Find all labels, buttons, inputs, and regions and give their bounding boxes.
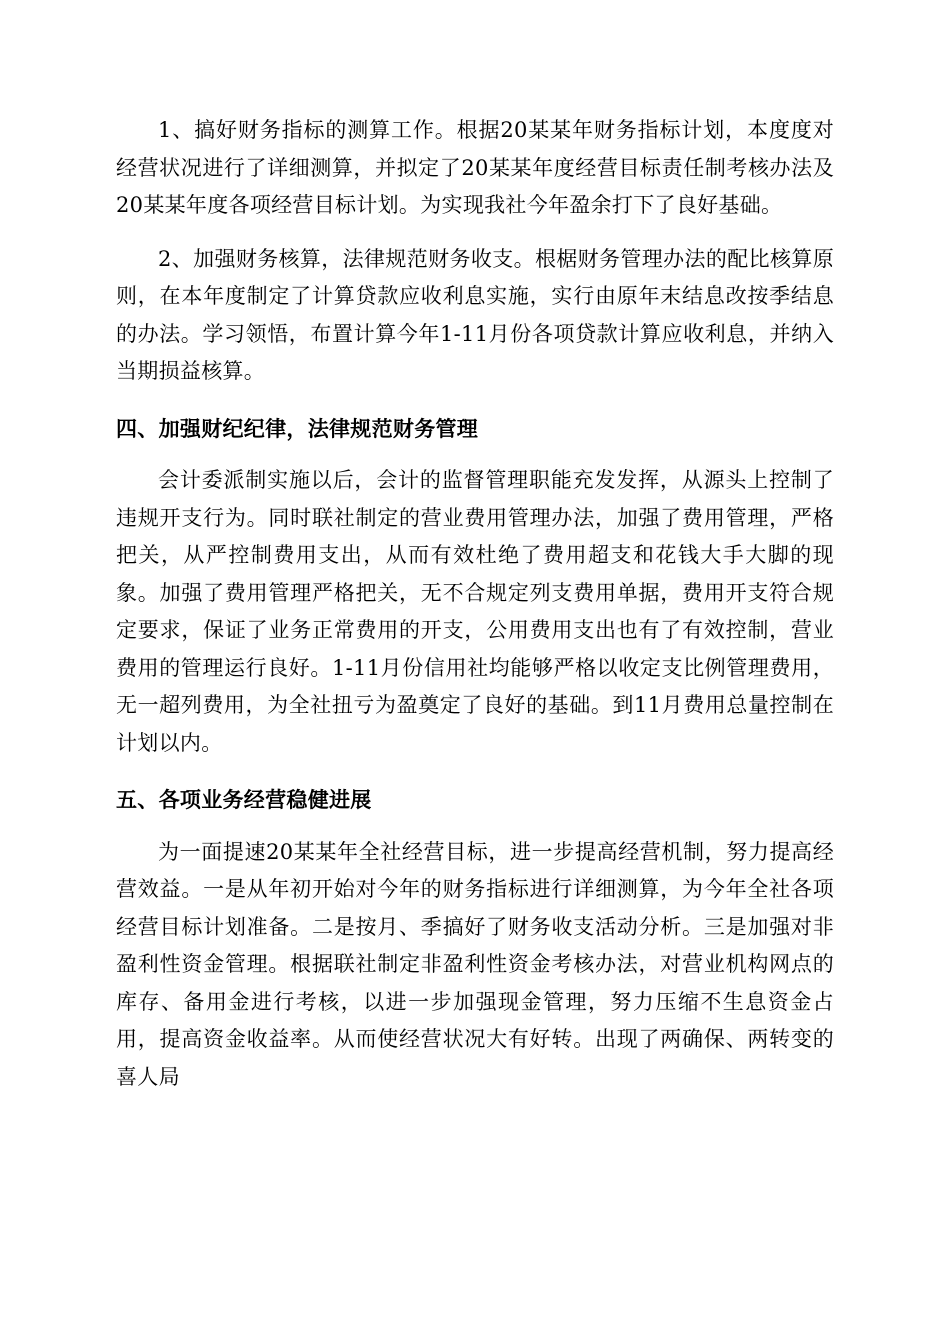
paragraph-business-operations: 为一面提速20某某年全社经营目标，进一步提高经营机制，努力提高经营效益。一是从年初开始对今年的财务指标进行详细测算，为今年全社各项经营目标计划准备。二是按月、季搞好了财务收支活动分析。三是加强对非盈利性资金管理。根据联社制定非盈利性资金考核办法，对营业机构网点的库存、备用金进行考核，以进一步加强现金管理，努力压缩不生息资金占用，提高资金收益率。从而使经营状况大有好转。出现了两确保、两转变的喜人局 xyxy=(116,839,834,1089)
paragraph-financial-indicators: 1、搞好财务指标的测算工作。根据20某某年财务指标计划，本度度对经营状况进行了详细测算，并拟定了20某某年度经营目标责任制考核办法及20某某年度各项经营目标计划。为实现我社今年盈余打下了良好基础。 xyxy=(116,118,834,217)
paragraph-financial-accounting: 2、加强财务核算，法律规范财务收支。根椐财务管理办法的配比核算原则，在本年度制定了计算贷款应收利息实施，实行由原年末结息改按季结息的办法。学习领悟，布置计算今年1-11月份各项贷款计算应收利息，并纳入当期损益核算。 xyxy=(116,246,834,383)
paragraph-expense-management: 会计委派制实施以后，会计的监督管理职能充发发挥，从源头上控制了违规开支行为。同时联社制定的营业费用管理办法，加强了费用管理，严格把关，从严控制费用支出，从而有效杜绝了费用超支和花钱大手大脚的现象。加强了费用管理严格把关，无不合规定列支费用单据，费用开支符合规定要求，保证了业务正常费用的开支，公用费用支出也有了有效控制，营业费用的管理运行良好。1-11月份信用社均能够严格以收定支比例管理费用，无一超列费用，为全社扭亏为盈奠定了良好的基础。到11月费用总量控制在计划以内。 xyxy=(116,468,834,755)
section-heading-4: 四、加强财纪纪律，法律规范财务管理 xyxy=(116,415,479,441)
document-body xyxy=(116,112,834,1096)
section-heading-5: 五、各项业务经营稳健进展 xyxy=(116,787,372,812)
